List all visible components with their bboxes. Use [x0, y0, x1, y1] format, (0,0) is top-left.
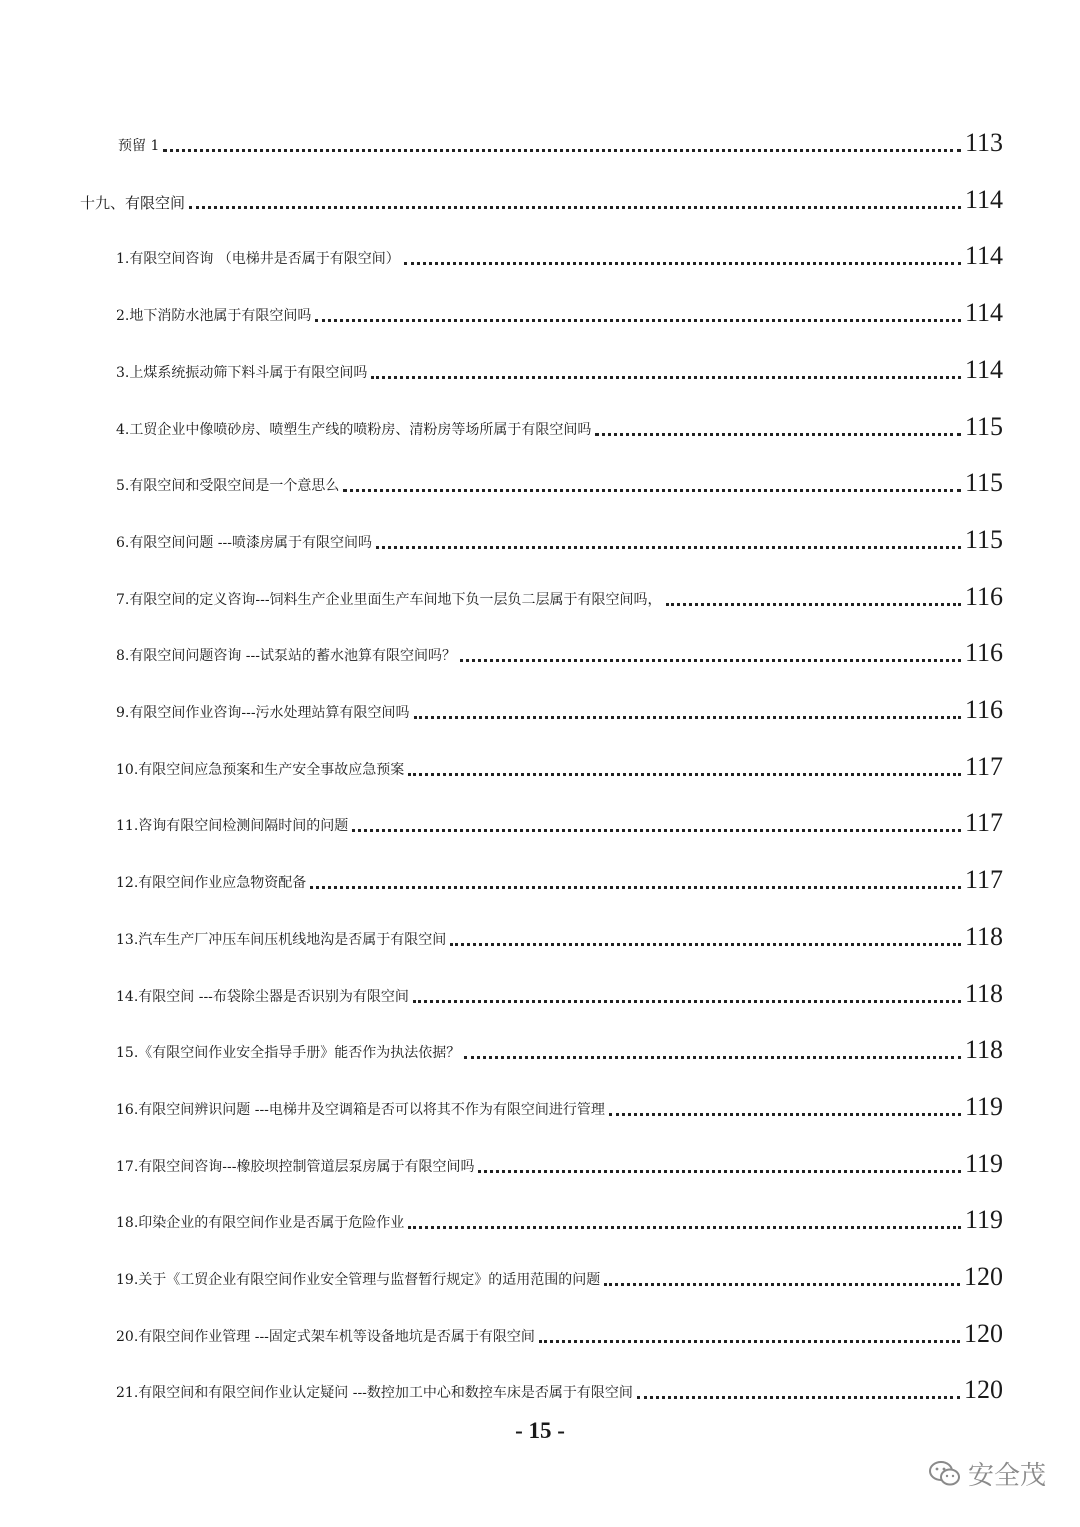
- dot-leader: [343, 489, 961, 492]
- toc-entry[interactable]: [116, 798, 1003, 838]
- dot-leader: [595, 433, 961, 436]
- dot-leader: [637, 1396, 960, 1399]
- toc-entry-page: 117: [964, 865, 1003, 895]
- toc-entry[interactable]: [116, 288, 1003, 328]
- toc-entry-label: 3.上煤系统振动筛下料斗属于有限空间吗: [116, 364, 368, 381]
- toc-entry-page: 118: [964, 921, 1003, 951]
- dot-leader: [539, 1340, 960, 1343]
- toc-entry-page: 115: [964, 524, 1003, 554]
- toc-entry-label: 6.有限空间问题 ---喷漆房属于有限空间吗: [116, 534, 372, 551]
- toc-entry-label: 21.有限空间和有限空间作业认定疑问 ---数控加工中心和数控车床是否属于有限空间: [116, 1385, 633, 1402]
- toc-entry-page: 120: [964, 1375, 1003, 1405]
- dot-leader: [404, 262, 961, 265]
- toc-entry-label: 十九、有限空间: [80, 193, 186, 212]
- toc-entry-label: 7.有限空间的定义咨询---饲料生产企业里面生产车间地下负一层负二层属于有限空间吗，: [116, 591, 662, 608]
- toc-entry-page: 115: [964, 468, 1003, 498]
- dot-leader: [604, 1283, 960, 1286]
- toc-entry-label: 2.地下消防水池属于有限空间吗: [116, 308, 312, 325]
- toc-entry[interactable]: [116, 231, 1003, 271]
- toc-entry-page: 119: [964, 1148, 1003, 1178]
- toc-entry[interactable]: [116, 685, 1003, 725]
- toc-entry[interactable]: [116, 912, 1003, 952]
- toc-entry-label: 8.有限空间问题咨询 ---试泵站的蓄水池算有限空间吗？: [116, 648, 456, 665]
- watermark: [928, 1455, 1046, 1492]
- toc-entry-page: 116: [964, 695, 1003, 724]
- toc-entry-label: 5.有限空间和受限空间是一个意思么: [116, 478, 340, 495]
- toc-entry-page: 114: [964, 298, 1003, 328]
- toc-entry-label: 17.有限空间咨询---橡胶坝控制管道层泵房属于有限空间吗: [116, 1158, 475, 1175]
- toc-entry[interactable]: [116, 1139, 1003, 1179]
- dot-leader: [408, 1226, 961, 1229]
- toc-entry-page: 119: [964, 1091, 1003, 1121]
- toc-entry-page: 114: [964, 354, 1003, 384]
- toc-entry[interactable]: [118, 118, 1003, 158]
- toc-entry[interactable]: [116, 1082, 1003, 1122]
- toc-entry-label: 1.有限空间咨询 （电梯井是否属于有限空间）: [116, 251, 400, 268]
- toc-entry[interactable]: [116, 1309, 1003, 1349]
- toc-entry-label: 18.印染企业的有限空间作业是否属于危险作业: [116, 1215, 405, 1232]
- toc-entry-label: 12.有限空间作业应急物资配备: [116, 875, 307, 892]
- dot-leader: [315, 319, 961, 322]
- toc-entry-page: 116: [964, 581, 1003, 611]
- toc-entry-page: 117: [964, 751, 1003, 781]
- toc-entry-label: 9.有限空间作业咨询---污水处理站算有限空间吗: [116, 705, 410, 721]
- dot-leader: [376, 546, 961, 549]
- dot-leader: [609, 1113, 961, 1116]
- toc-section-heading[interactable]: [80, 175, 1003, 215]
- toc-entry[interactable]: [116, 1195, 1003, 1235]
- dot-leader: [371, 376, 961, 379]
- dot-leader: [413, 1000, 961, 1003]
- dot-leader: [163, 149, 961, 152]
- toc-entry[interactable]: [116, 742, 1003, 782]
- toc-entry[interactable]: [116, 969, 1003, 1009]
- toc-entry-label: 4.工贸企业中像喷砂房、喷塑生产线的喷粉房、清粉房等场所属于有限空间吗: [116, 421, 592, 438]
- toc-entry-label: 15.《有限空间作业安全指导手册》能否作为执法依据？: [116, 1045, 461, 1062]
- dot-leader: [478, 1170, 960, 1173]
- toc-entry-page: 120: [964, 1262, 1003, 1291]
- wechat-icon: [928, 1459, 962, 1489]
- dot-leader: [408, 773, 961, 776]
- dot-leader: [189, 206, 961, 209]
- toc-entry-label: 20.有限空间作业管理 ---固定式架车机等设备地坑是否属于有限空间: [116, 1328, 535, 1345]
- toc-entry-label: 14.有限空间 ---布袋除尘器是否识别为有限空间: [116, 988, 409, 1005]
- dot-leader: [464, 1056, 961, 1059]
- toc-entry-page: 117: [964, 808, 1003, 838]
- toc-entry-page: 120: [964, 1318, 1003, 1348]
- toc-entry-label: 13.汽车生产厂冲压车间压机线地沟是否属于有限空间: [116, 931, 447, 948]
- toc-entry-label: 10.有限空间应急预案和生产安全事故应急预案: [116, 761, 405, 778]
- toc-entry[interactable]: [116, 1025, 1003, 1065]
- toc-entry-label: 预留 1: [118, 138, 160, 154]
- toc-entry-label: 11.咨询有限空间检测间隔时间的问题: [116, 818, 349, 835]
- dot-leader: [352, 829, 961, 832]
- toc-entry-page: 114: [964, 241, 1003, 271]
- dot-leader: [450, 943, 961, 946]
- toc-entry[interactable]: [116, 855, 1003, 895]
- toc-entry-page: 118: [964, 1035, 1003, 1065]
- toc-entry[interactable]: [116, 345, 1003, 385]
- dot-leader: [414, 716, 961, 719]
- toc-entry[interactable]: [116, 1252, 1003, 1292]
- dot-leader: [310, 886, 961, 889]
- toc-entry-page: 119: [964, 1205, 1003, 1235]
- toc-entry-label: 19.关于《工贸企业有限空间作业安全管理与监督暂行规定》的适用范围的问题: [116, 1272, 601, 1288]
- toc-entry-label: 16.有限空间辨识问题 ---电梯井及空调箱是否可以将其不作为有限空间进行管理: [116, 1101, 605, 1118]
- page-number: - 15 -: [515, 1418, 565, 1443]
- toc-entry[interactable]: [116, 1365, 1003, 1405]
- toc-entry[interactable]: [116, 515, 1003, 555]
- toc-entry[interactable]: [116, 572, 1003, 612]
- toc-entry-page: 114: [964, 184, 1003, 214]
- toc-entry-page: 116: [964, 638, 1003, 668]
- watermark-text: 安全茂: [967, 1461, 1046, 1491]
- toc-entry[interactable]: [116, 458, 1003, 498]
- toc-entry[interactable]: [116, 628, 1003, 668]
- toc-entry[interactable]: [116, 402, 1003, 442]
- toc-entry-page: 115: [964, 411, 1003, 441]
- toc-entry-page: 113: [964, 128, 1003, 157]
- dot-leader: [460, 659, 961, 662]
- dot-leader: [666, 603, 961, 606]
- toc-entry-page: 118: [964, 978, 1003, 1008]
